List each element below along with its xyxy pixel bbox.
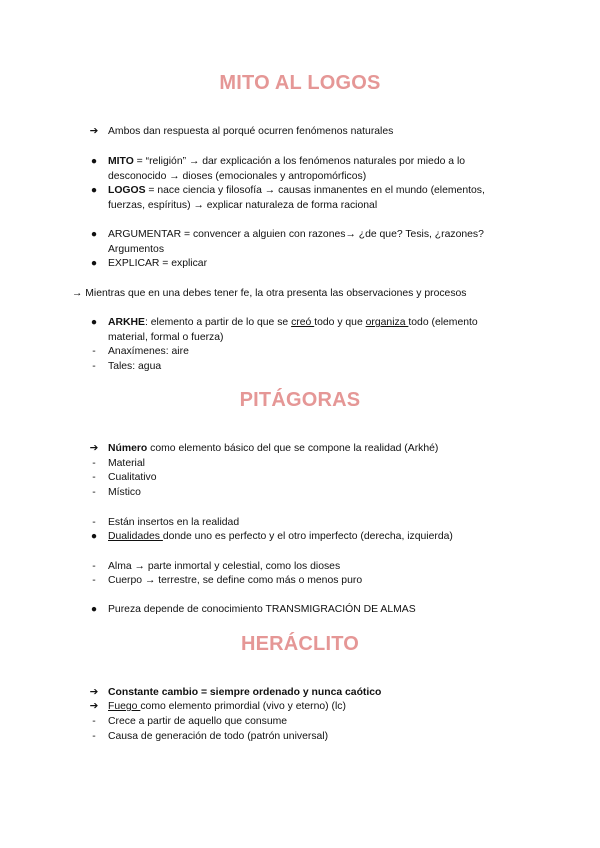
dash-bullet-icon: - [92,731,96,742]
list-item [108,730,328,744]
list-item [108,516,239,530]
item-text: Crece a partir de aquello que consume [108,716,288,727]
bullet-icon: ● [90,229,98,240]
list-item [108,603,416,617]
dash-bullet-icon: - [92,575,96,586]
list-item [108,700,346,714]
arrow-bullet-icon: ➔ [89,701,99,712]
list-item-continuation [108,199,377,213]
list-item [108,560,340,574]
item-text: ARGUMENTAR = convencer a alguien con razones→ ¿de que? Tesis, ¿razones? [108,229,484,240]
list-item [108,686,381,700]
dash-bullet-icon: - [92,517,96,528]
item-text: desconocido → dioses (emocionales y antropomórficos) [108,171,367,182]
term-logos: LOGOS [108,185,146,196]
item-text: Argumentos [108,244,165,255]
list-item [108,184,485,198]
term-arkhe: ARKHE [108,317,145,328]
list-item [108,471,157,485]
arrow-bullet-icon: ➔ [89,126,99,137]
list-item [108,442,438,456]
term-mito: MITO [108,156,134,167]
item-text: material, formal o fuerza) [108,332,224,343]
dash-bullet-icon: - [92,361,96,372]
bullet-icon: ● [90,185,98,196]
item-text: = “religión” → dar explicación a los fenómenos naturales por miedo a lo [133,156,466,167]
item-text: Están insertos en la realidad [108,517,240,528]
item-text: Cualitativo [108,472,157,483]
item-text: todo y que [314,317,366,328]
item-text: Cuerpo → terrestre, se define como más o menos puro [108,575,363,586]
dash-bullet-icon: - [92,472,96,483]
list-item [108,715,287,729]
list-item [108,228,484,242]
bullet-icon: ● [90,317,98,328]
item-text: Anaxímenes: aire [108,346,189,357]
section-title-mito-al-logos: MITO AL LOGOS [219,72,381,94]
paragraph [72,287,467,301]
item-text-bold: Constante cambio = siempre ordenado y nunca caótico [108,687,382,698]
arrow-bullet-icon: ➔ [89,443,99,454]
list-item [108,125,393,139]
arrow-bullet-icon: ➔ [89,687,99,698]
list-item-continuation [108,331,224,345]
dash-bullet-icon: - [92,487,96,498]
list-item [108,155,465,169]
item-text: todo (elemento [408,317,478,328]
item-text: Ambos dan respuesta al porqué ocurren fenómenos naturales [108,126,394,137]
list-item [108,316,478,330]
term-numero: Número [108,443,148,454]
list-item-continuation [108,170,366,184]
item-text: fuerzas, espíritus) → explicar naturaleza de forma racional [108,200,378,211]
item-text: Alma → parte inmortal y celestial, como los dioses [108,561,341,572]
list-item [108,360,161,374]
dash-bullet-icon: - [92,458,96,469]
paragraph-text: → Mientras que en una debes tener fe, la otra presenta las observaciones y procesos [72,288,467,299]
dash-bullet-icon: - [92,561,96,572]
underlined-word: creó [291,317,315,328]
item-text: Pureza depende de conocimiento TRANSMIGRACIÓN DE ALMAS [108,604,416,615]
item-text: Causa de generación de todo (patrón universal) [108,731,329,742]
list-item [108,486,141,500]
dash-bullet-icon: - [92,716,96,727]
item-text: EXPLICAR = explicar [108,258,208,269]
item-text: donde uno es perfecto y el otro imperfecto (derecha, izquierda) [162,531,453,542]
bullet-icon: ● [90,156,98,167]
list-item-continuation [108,243,164,257]
item-text: Tales: agua [108,361,162,372]
bullet-icon: ● [90,531,98,542]
bullet-icon: ● [90,604,98,615]
item-text: como elemento primordial (vivo y eterno) (lc) [140,701,346,712]
underlined-word: Fuego [108,701,141,712]
item-text: = nace ciencia y filosofía → causas inmanentes en el mundo (elementos, [145,185,485,196]
list-item [108,345,189,359]
list-item [108,257,207,271]
section-title-heraclito: HERÁCLITO [240,633,360,655]
item-text: Místico [108,487,141,498]
item-text: como elemento básico del que se compone la realidad (Arkhé) [147,443,439,454]
dash-bullet-icon: - [92,346,96,357]
section-title-pitagoras: PITÁGORAS [239,389,361,411]
list-item [108,530,453,544]
list-item [108,574,362,588]
item-text: : elemento a partir de lo que se [144,317,292,328]
underlined-word: Dualidades [108,531,163,542]
item-text: Material [108,458,145,469]
underlined-word: organiza [365,317,409,328]
list-item [108,457,145,471]
bullet-icon: ● [90,258,98,269]
